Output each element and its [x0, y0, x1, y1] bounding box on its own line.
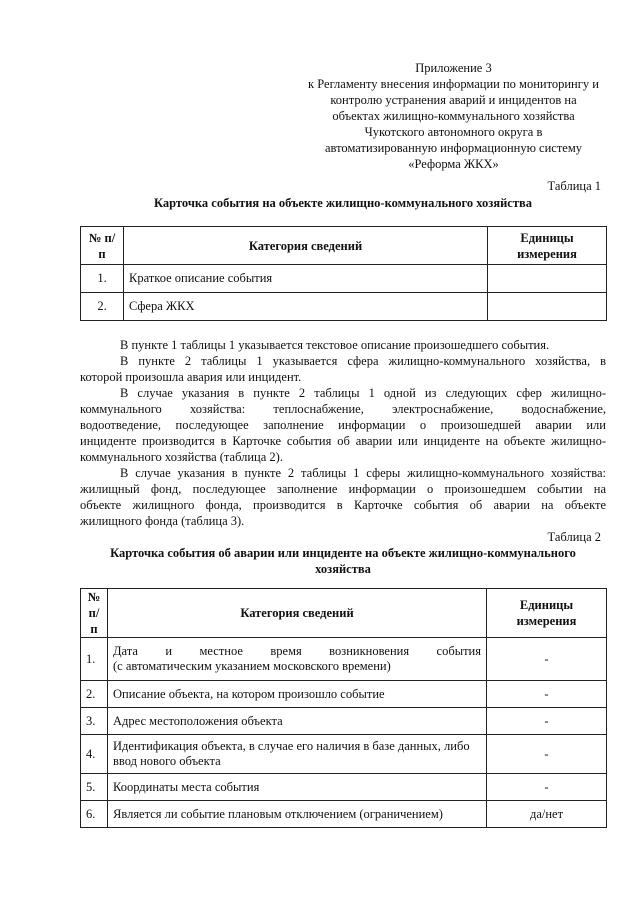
header-unit: Единицы измерения — [488, 227, 607, 265]
paragraph-line: В случае указания в пункте 2 таблицы 1 сферы жилищно-коммунального хозяйства: — [120, 466, 606, 480]
row-unit: - — [487, 681, 607, 708]
paragraph-line: которой произошла авария или инцидент. — [80, 370, 302, 384]
header-num: № п/п — [81, 589, 108, 638]
row-desc — [108, 735, 487, 774]
table-row — [81, 801, 607, 828]
row-num: 1. — [81, 265, 124, 293]
paragraph-line: водоотведение, последующее заполнение информации о произошедшей аварии или — [80, 418, 606, 432]
row-unit — [488, 293, 607, 321]
paragraph-line: объекте жилищного фонда, производится в Карточке события об аварии на объекте — [80, 498, 606, 512]
row-desc: Адрес местоположения объекта — [108, 708, 487, 735]
table-row — [81, 774, 607, 801]
row-desc: Является ли событие плановым отключением (ограничением) — [108, 801, 487, 828]
appendix-header — [292, 60, 615, 172]
table2-caption — [80, 545, 606, 577]
row-desc — [108, 638, 487, 681]
header-category: Категория сведений — [124, 227, 488, 265]
row-desc: Координаты места события — [108, 774, 487, 801]
table2-label: Таблица 2 — [547, 530, 601, 544]
row-num: 1. — [81, 638, 108, 681]
appendix-line: Чукотского автономного округа в — [364, 125, 543, 139]
appendix-line: «Реформа ЖКХ» — [408, 157, 499, 171]
table-row — [81, 293, 607, 321]
row-unit: - — [487, 638, 607, 681]
row-unit: да/нет — [487, 801, 607, 828]
table1-header-row — [81, 227, 607, 265]
row-unit: - — [487, 774, 607, 801]
header-num: № п/п — [81, 227, 124, 265]
table1-caption: Карточка события на объекте жилищно-коммунального хозяйства — [154, 196, 532, 210]
row-desc: Краткое описание события — [124, 265, 488, 293]
row-num: 2. — [81, 293, 124, 321]
paragraph: В пункте 1 таблицы 1 указывается текстовое описание произошедшего события. — [120, 338, 550, 352]
header-category: Категория сведений — [108, 589, 487, 638]
table2 — [80, 588, 607, 828]
paragraph-line: В пункте 2 таблицы 1 указывается сфера жилищно-коммунального хозяйства, в — [120, 354, 606, 368]
row-desc: Описание объекта, на котором произошло событие — [108, 681, 487, 708]
row-desc-line: (с автоматическим указанием московского времени) — [113, 659, 391, 673]
paragraph-line: коммунального хозяйства: теплоснабжение, электроснабжение, водоснабжение, — [80, 402, 606, 416]
row-desc-line: Дата и местное время возникновения события — [113, 644, 481, 658]
row-num: 5. — [81, 774, 108, 801]
appendix-line: автоматизированную информационную систему — [325, 141, 582, 155]
table1-label: Таблица 1 — [547, 179, 601, 193]
row-unit: - — [487, 708, 607, 735]
paragraph-line: жилищного фонда (таблица 3). — [80, 514, 245, 528]
appendix-line: контролю устранения аварий и инцидентов на — [330, 93, 577, 107]
row-num: 2. — [81, 681, 108, 708]
paragraph-line: инциденте производится в Карточке события об аварии или инциденте на объекте жилищно- — [80, 434, 606, 448]
row-num: 3. — [81, 708, 108, 735]
header-unit: Единицы измерения — [487, 589, 607, 638]
body-text — [80, 337, 606, 529]
table-row — [81, 708, 607, 735]
table-row — [81, 265, 607, 293]
paragraph-line: коммунального хозяйства (таблица 2). — [80, 450, 283, 464]
row-desc: Сфера ЖКХ — [124, 293, 488, 321]
table2-header-row — [81, 589, 607, 638]
paragraph-line: жилищный фонд, последующее заполнение информации о произошедшем событии на — [80, 482, 606, 496]
paragraph-line: В случае указания в пункте 2 таблицы 1 одной из следующих сфер жилищно- — [120, 386, 606, 400]
caption-line: Карточка события об аварии или инциденте на объекте жилищно-коммунального — [110, 546, 576, 560]
table-row — [81, 735, 607, 774]
appendix-line: к Регламенту внесения информации по мониторингу и — [308, 77, 599, 91]
row-num: 4. — [81, 735, 108, 774]
table-row — [81, 638, 607, 681]
row-desc-line: Идентификация объекта, в случае его наличия в базе данных, либо — [113, 739, 470, 753]
table-row — [81, 681, 607, 708]
table1 — [80, 226, 607, 321]
row-unit: - — [487, 735, 607, 774]
row-unit — [488, 265, 607, 293]
appendix-line: объектах жилищно-коммунального хозяйства — [332, 109, 575, 123]
row-desc-line: ввод нового объекта — [113, 754, 221, 768]
caption-line: хозяйства — [315, 562, 371, 576]
appendix-line: Приложение 3 — [415, 61, 492, 75]
row-num: 6. — [81, 801, 108, 828]
